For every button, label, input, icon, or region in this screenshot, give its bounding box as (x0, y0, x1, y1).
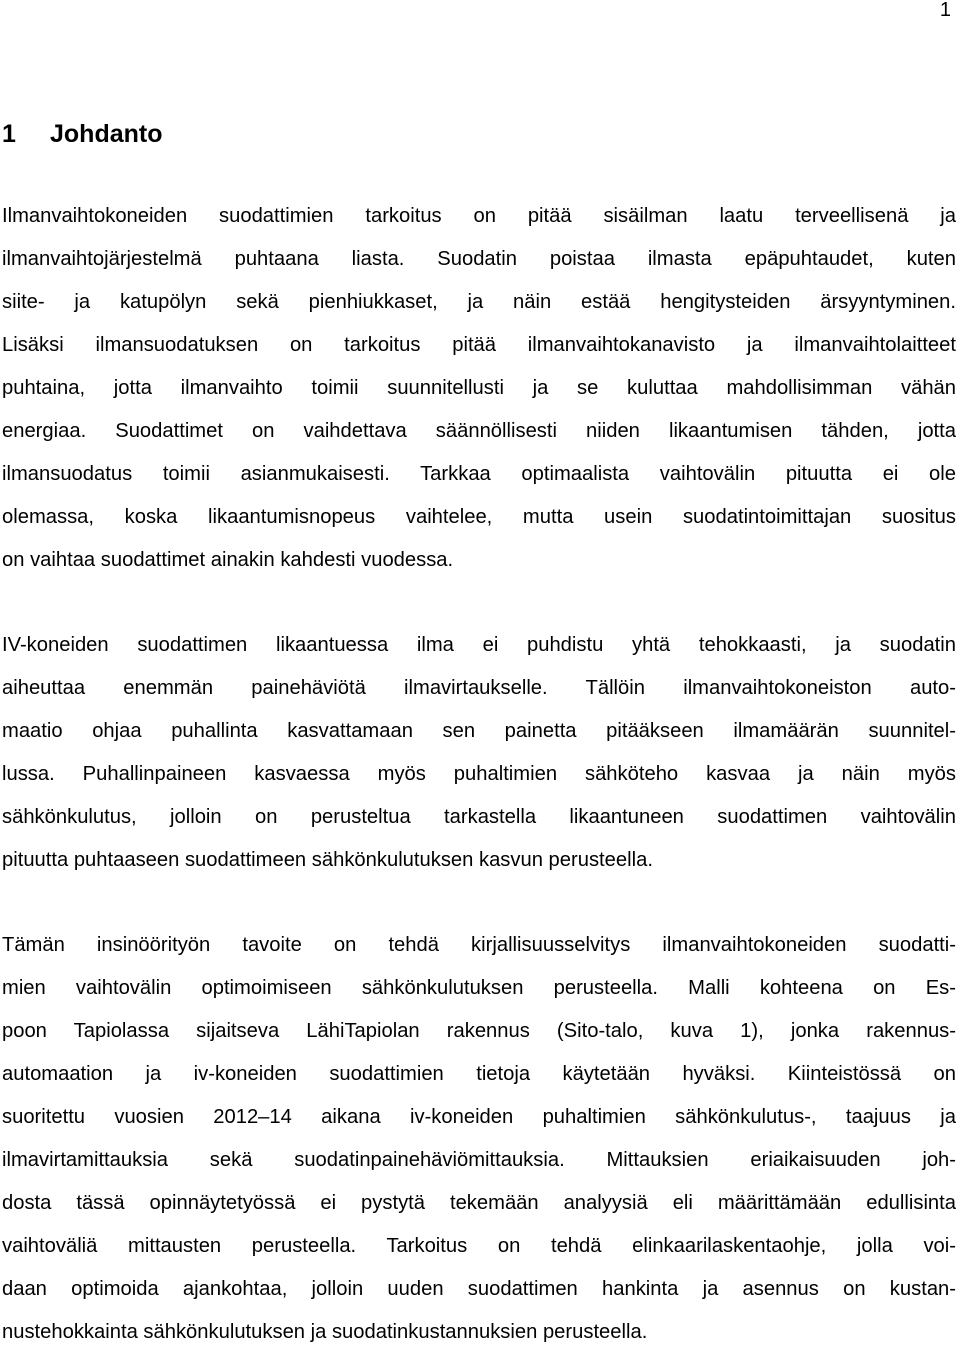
paragraph-line: vaihtoväliä mittausten perusteella. Tarkoitus on tehdä elinkaarilaskentaohje, jolla voi- (2, 1235, 956, 1257)
paragraph-line: Lisäksi ilmansuodatuksen on tarkoitus pitää ilmanvaihtokanavisto ja ilmanvaihtolaitteet (2, 334, 956, 356)
paragraph-line: dosta tässä opinnäytetyössä ei pystytä tekemään analyysiä eli määrittämään edullisinta (2, 1192, 956, 1214)
paragraph-line: puhtaina, jotta ilmanvaihto toimii suunnitellusti ja se kuluttaa mahdollisimman vähän (2, 377, 956, 399)
paragraph-line: pituutta puhtaaseen suodattimeen sähkönkulutuksen kasvun perusteella. (2, 849, 653, 871)
paragraph-line: mien vaihtovälin optimoimiseen sähkönkulutuksen perusteella. Malli kohteena on Es- (2, 977, 956, 999)
paragraph-introduction (2, 195, 956, 582)
paragraph-line: ilmavirtamittauksia sekä suodatinpainehäviömittauksia. Mittauksien eriaikaisuuden joh- (2, 1149, 956, 1171)
paragraph-line: nustehokkainta sähkönkulutuksen ja suodatinkustannuksien perusteella. (2, 1321, 648, 1343)
paragraph-line: IV-koneiden suodattimen likaantuessa ilma ei puhdistu yhtä tehokkaasti, ja suodatin (2, 634, 956, 656)
paragraph-line: ilmanvaihtojärjestelmä puhtaana liasta. Suodatin poistaa ilmasta epäpuhtaudet, kuten (2, 248, 956, 270)
paragraph-line: poon Tapiolassa sijaitseva LähiTapiolan rakennus (Sito-talo, kuva 1), jonka rakennus- (2, 1020, 956, 1042)
paragraph-line: ilmansuodatus toimii asianmukaisesti. Tarkkaa optimaalista vaihtovälin pituutta ei ole (2, 463, 956, 485)
paragraph-thesis-goal (2, 924, 956, 1354)
paragraph-line: siite- ja katupölyn sekä pienhiukkaset, ja näin estää hengitysteiden ärsyyntyminen. (2, 291, 956, 313)
page-number: 1 (939, 0, 951, 21)
paragraph-line: maatio ohjaa puhallinta kasvattamaan sen painetta pitääkseen ilmamäärän suunnitel- (2, 720, 956, 742)
paragraph-line: aiheuttaa enemmän painehäviötä ilmavirtaukselle. Tällöin ilmanvaihtokoneiston auto- (2, 677, 956, 699)
paragraph-line: daan optimoida ajankohtaa, jolloin uuden suodattimen hankinta ja asennus on kustan- (2, 1278, 956, 1300)
paragraph-line: lussa. Puhallinpaineen kasvaessa myös puhaltimien sähköteho kasvaa ja näin myös (2, 763, 956, 785)
paragraph-line: sähkönkulutus, jolloin on perusteltua tarkastella likaantuneen suodattimen vaihtovälin (2, 806, 956, 828)
paragraph-line: suoritettu vuosien 2012–14 aikana iv-koneiden puhaltimien sähkönkulutus-, taajuus ja (2, 1106, 956, 1128)
paragraph-line: Tämän insinöörityön tavoite on tehdä kirjallisuusselvitys ilmanvaihtokoneiden suodatti- (2, 934, 956, 956)
section-number: 1 (2, 120, 16, 148)
section-title: Johdanto (50, 120, 163, 148)
paragraph-line: on vaihtaa suodattimet ainakin kahdesti vuodessa. (2, 549, 454, 571)
paragraph-line: energiaa. Suodattimet on vaihdettava säännöllisesti niiden likaantumisen tähden, jotta (2, 420, 956, 442)
paragraph-line: olemassa, koska likaantumisnopeus vaihtelee, mutta usein suodatintoimittajan suositus (2, 506, 956, 528)
paragraph-line: automaation ja iv-koneiden suodattimien tietoja käytetään hyväksi. Kiinteistössä on (2, 1063, 956, 1085)
paragraph-filter-clogging (2, 624, 956, 882)
section-heading (2, 119, 163, 149)
paragraph-line: Ilmanvaihtokoneiden suodattimien tarkoitus on pitää sisäilman laatu terveellisenä ja (2, 205, 956, 227)
